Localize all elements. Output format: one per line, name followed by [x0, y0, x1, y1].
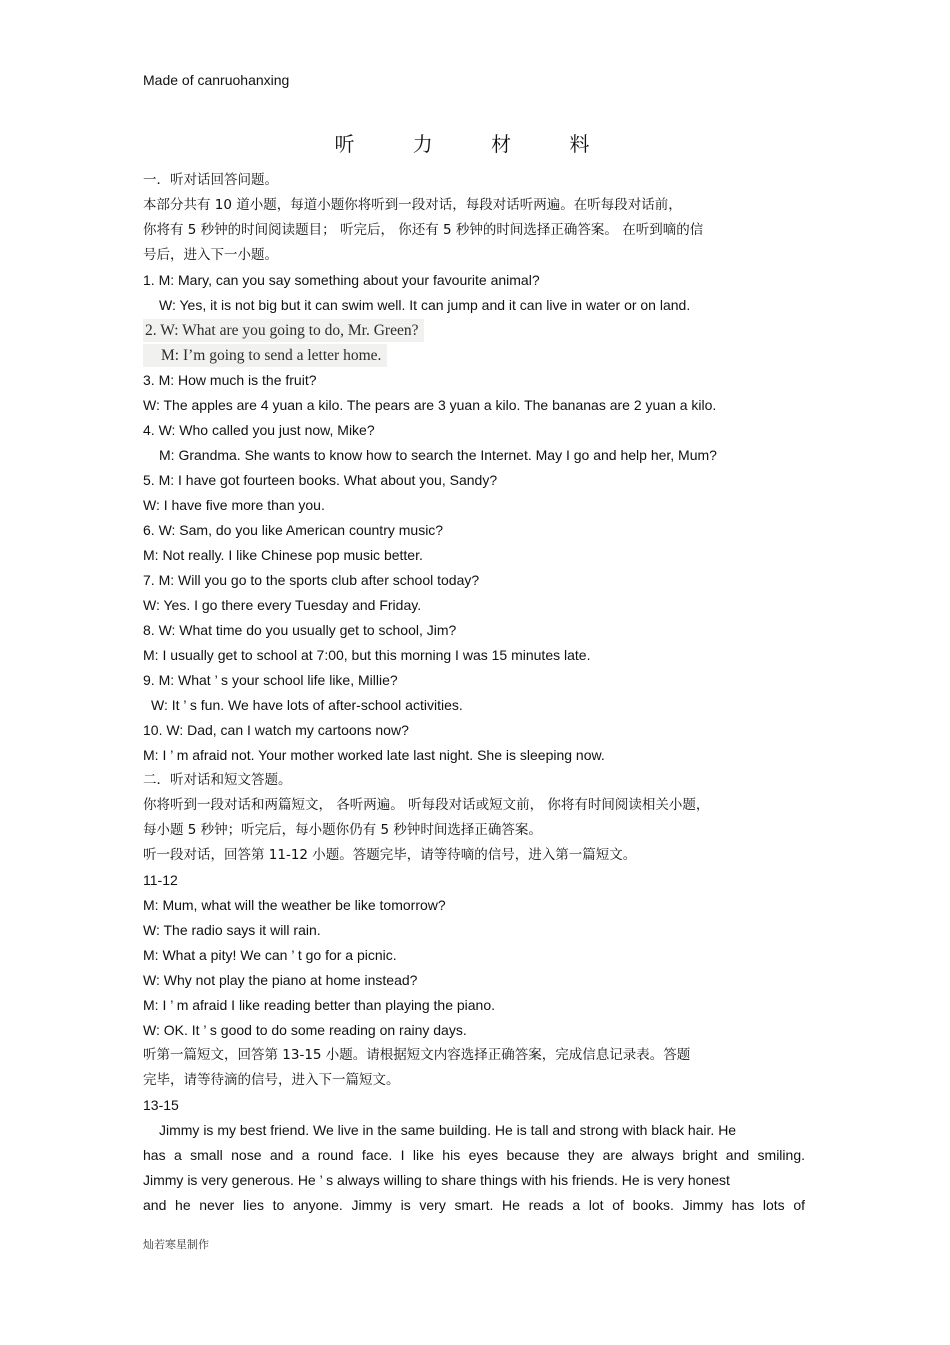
dialogue-line: M: I usually get to school at 7:00, but this morning I was 15 minutes late.	[143, 647, 591, 663]
section-1-instruction: 你将有 5 秒钟的时间阅读题目； 听完后， 你还有 5 秒钟的时间选择正确答案。 在听到嘀的信	[143, 222, 704, 238]
dialogue-line: M: What a pity! We can ’ t go for a picnic.	[143, 947, 397, 963]
dialogue-line: W: OK. It ’ s good to do some reading on rainy days.	[143, 1022, 467, 1038]
section-2-heading: 二．听对话和短文答题。	[143, 772, 292, 788]
dialogue-line: 7. M: Will you go to the sports club after school today?	[143, 572, 480, 588]
section-1-instruction: 号后，进入下一小题。	[143, 247, 278, 263]
part-label: 13-15	[143, 1097, 179, 1113]
section-2-instruction: 听一段对话，回答第 11-12 小题。答题完毕，请等待嘀的信号，进入第一篇短文。	[143, 847, 637, 863]
dialogue-line: M: Not really. I like Chinese pop music better.	[143, 547, 423, 563]
scanned-dialogue-image	[143, 318, 833, 343]
dialogue-line: M: Grandma. She wants to know how to search the Internet. May I go and help her, Mum?	[159, 447, 717, 463]
section-2-instruction: 你将听到一段对话和两篇短文， 各听两遍。 听每段对话或短文前， 你将有时间阅读相关小题，	[143, 797, 710, 813]
dialogue-line: W: Why not play the piano at home instead?	[143, 972, 418, 988]
dialogue-line: 10. W: Dad, can I watch my cartoons now?	[143, 722, 409, 738]
dialogue-line: 5. M: I have got fourteen books. What about you, Sandy?	[143, 472, 498, 488]
section-1-heading: 一．听对话回答问题。	[143, 172, 278, 188]
dialogue-line: M: Mum, what will the weather be like tomorrow?	[143, 897, 446, 913]
dialogue-line: W: It ’ s fun. We have lots of after-school activities.	[151, 697, 463, 713]
dialogue-line: 1. M: Mary, can you say something about your favourite animal?	[143, 272, 540, 288]
dialogue-line: 8. W: What time do you usually get to school, Jim?	[143, 622, 457, 638]
scanned-dialogue-line: 2. W: What are you going to do, Mr. Green?	[143, 319, 424, 342]
dialogue-line: W: Yes, it is not big but it can swim well. It can jump and it can live in water or on land.	[159, 297, 691, 313]
section-2-instruction: 每小题 5 秒钟；听完后，每小题你仍有 5 秒钟时间选择正确答案。	[143, 822, 542, 838]
passage-line: has a small nose and a round face. I like his eyes because they are always bright and smiling.	[143, 1147, 805, 1163]
header-note: Made of canruohanxing	[143, 72, 290, 88]
dialogue-line: W: The radio says it will rain.	[143, 922, 321, 938]
passage-line: Jimmy is my best friend. We live in the same building. He is tall and strong with black hair. He	[159, 1122, 737, 1138]
scanned-dialogue-line: M: I’m going to send a letter home.	[143, 344, 387, 367]
scanned-dialogue-image	[143, 343, 833, 368]
page-title: 听 力 材 料	[334, 132, 616, 156]
dialogue-line: 3. M: How much is the fruit?	[143, 372, 317, 388]
dialogue-line: M: I ’ m afraid I like reading better than playing the piano.	[143, 997, 496, 1013]
dialogue-line: 9. M: What ’ s your school life like, Millie?	[143, 672, 398, 688]
dialogue-line: W: I have five more than you.	[143, 497, 325, 513]
part-label: 11-12	[143, 872, 178, 888]
part-b-instruction: 听第一篇短文，回答第 13-15 小题。请根据短文内容选择正确答案，完成信息记录表。答题	[143, 1047, 691, 1063]
dialogue-line: M: I ’ m afraid not. Your mother worked late last night. She is sleeping now.	[143, 747, 605, 763]
document-body	[143, 168, 833, 1218]
passage-line: Jimmy is very generous. He ’ s always willing to share things with his friends. He is very honest	[143, 1172, 730, 1188]
dialogue-line: W: The apples are 4 yuan a kilo. The pears are 3 yuan a kilo. The bananas are 2 yuan a kilo.	[143, 397, 717, 413]
dialogue-line: W: Yes. I go there every Tuesday and Friday.	[143, 597, 422, 613]
section-1-instruction: 本部分共有 10 道小题，每道小题你将听到一段对话，每段对话听两遍。在听每段对话前，	[143, 197, 682, 213]
passage-line: and he never lies to anyone. Jimmy is very smart. He reads a lot of books. Jimmy has lots of	[143, 1197, 805, 1213]
dialogue-line: 4. W: Who called you just now, Mike?	[143, 422, 375, 438]
part-b-instruction: 完毕，请等待滴的信号，进入下一篇短文。	[143, 1072, 400, 1088]
footer-credit: 灿若寒星制作	[143, 1238, 209, 1251]
dialogue-line: 6. W: Sam, do you like American country music?	[143, 522, 444, 538]
